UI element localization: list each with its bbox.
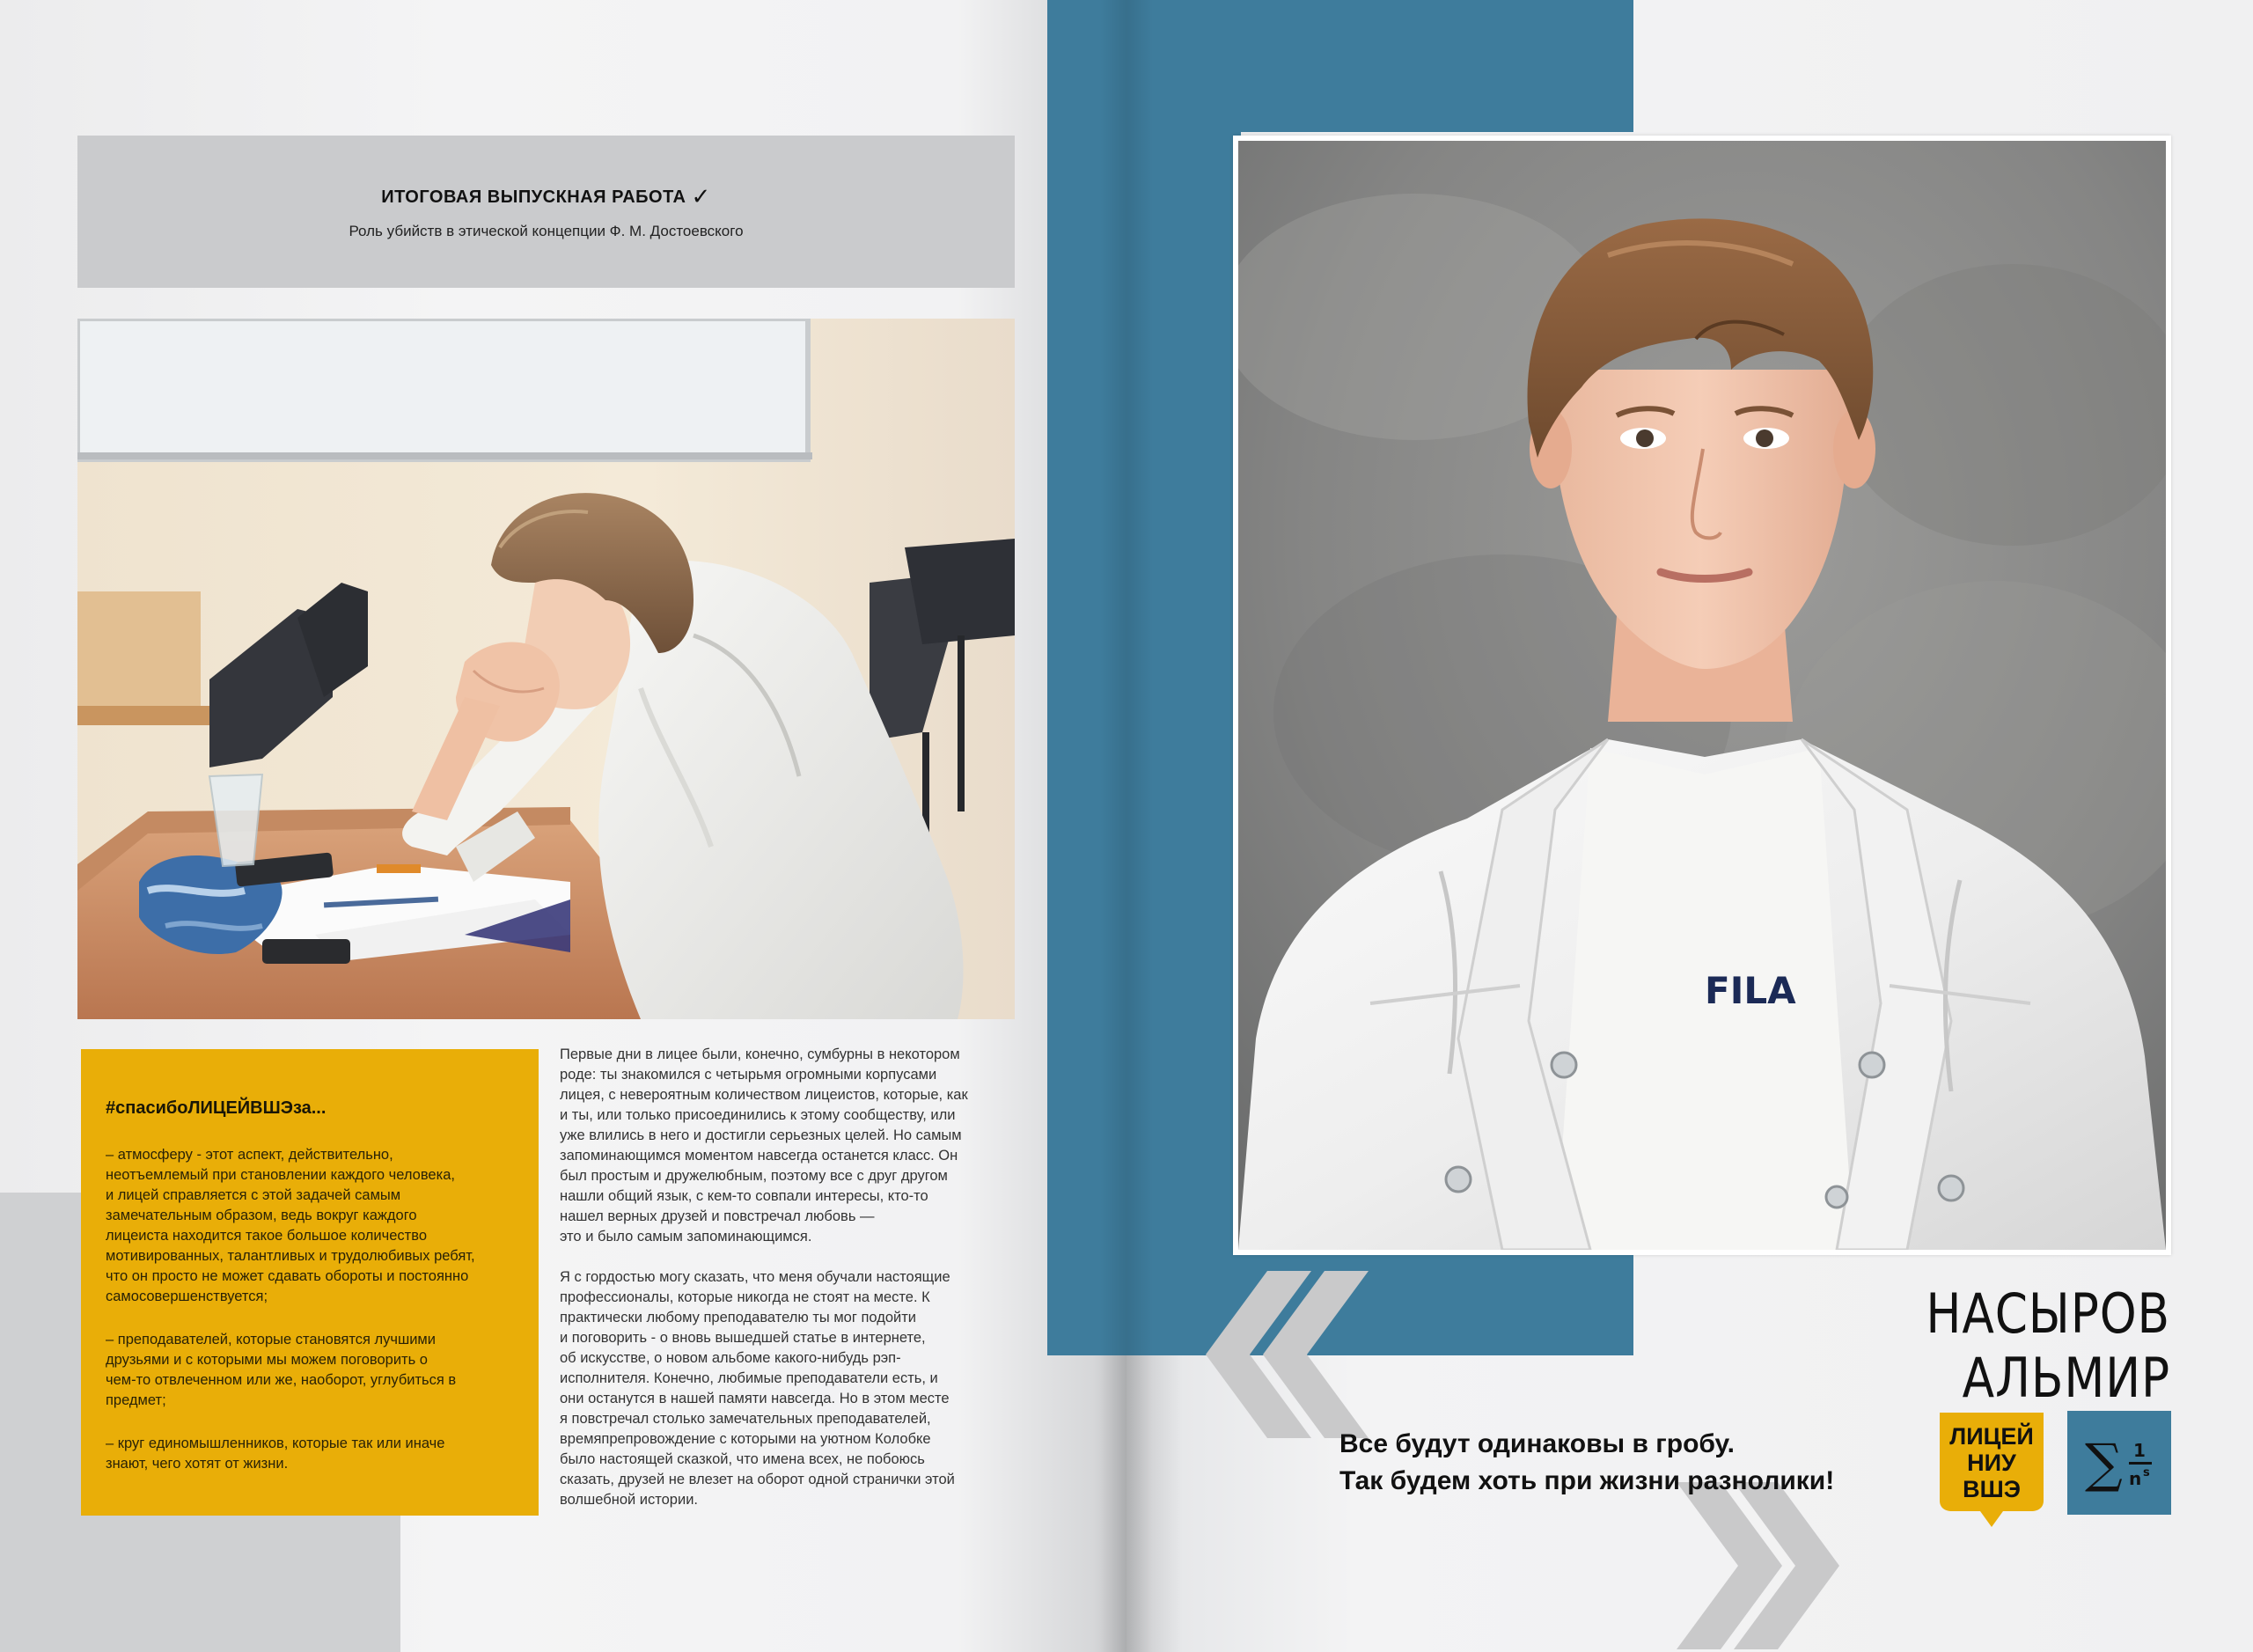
sum-formula-icon (2067, 1411, 2171, 1515)
story-text (560, 1045, 1026, 1531)
chevron-left-decor-icon (1206, 1271, 1369, 1438)
lyceum-logo-text (1940, 1423, 2044, 1502)
gratitude-box (81, 1049, 539, 1516)
classroom-photo (77, 319, 1015, 1019)
gratitude-item: – круг единомышленников, которые так или иначе знают, чего хотят от жизни. (106, 1435, 445, 1472)
chevron-right-decor-icon (1677, 1482, 1839, 1649)
fila-logo (1705, 969, 1796, 1012)
blue-accent-band (1047, 0, 1241, 1355)
logo-line: ВШЭ (1963, 1476, 2021, 1502)
final-project-box (77, 136, 1015, 288)
student-portrait (1238, 141, 2166, 1250)
logo-line: НИУ (1967, 1450, 2016, 1476)
svg-text:s: s (2143, 1466, 2150, 1479)
final-project-title-text: ИТОГОВАЯ ВЫПУСКНАЯ РАБОТА (381, 187, 686, 207)
gratitude-hashtag: #спасибоЛИЦЕЙВШЭза... (106, 1098, 327, 1118)
story-paragraph: Я с гордостью могу сказать, что меня обучали настоящие профессионалы, которые никогда не стоят на месте. К практически любому преподавателю ты мог подойти и поговорить - о вновь вышедшей статье в интернете, об искусстве, о новом альбоме какого-нибудь рэп- исполнителя. Конечно, любимые преподаватели есть, и они останутся в нашей памяти навсегда. Но в этом месте я повстречал столько замечательных преподавателей, времяпрепровождение с которыми на уютном Колобке было настоящей сказкой, что имена всех, не побоюсь сказать, друзей не влезет на оборот одной странички этой волшебной истории. (560, 1269, 955, 1508)
student-name: НАСЫРОВ АЛЬМИР (1926, 1281, 2170, 1410)
svg-text:n: n (2129, 1468, 2142, 1489)
classroom-photo-image (77, 319, 1015, 1019)
checkmark-icon: ✓ (691, 183, 711, 209)
shirt-brand-text: FILA (1705, 969, 1796, 1012)
student-portrait-image (1238, 141, 2166, 1250)
logo-line: ЛИЦЕЙ (1949, 1423, 2034, 1450)
gratitude-item: – атмосферу - этот аспект, действительно, неотъемлемый при становлении каждого человека, и лицей справляется с этой задачей самым замечательным образом, ведь вокруг каждого лицеиста находится такое большое количество мотивированных, талантливых и трудолюбивых ребят, что он просто не может сдавать обороты и постоянно самосовершенствуется; (106, 1147, 475, 1304)
story-paragraph: Первые дни в лицее были, конечно, сумбурны в некотором роде: ты знакомился с четырьмя огромными корпусами лицея, с невероятным количеством лицеистов, которые, как и ты, или только присоединились к этому сообществу, или уже влились в него и достигли серьезных целей. Но самым запоминающимся моментом навсегда останется класс. Он был простым и дружелюбным, поэтому все с друг другом нашли общий язык, с кем-то совпали интересы, кто-то нашел верных друзей и повстречал любовь — это и было самым запоминающимся. (560, 1046, 968, 1245)
final-project-title (77, 183, 1015, 210)
gratitude-item: – преподавателей, которые становятся лучшими друзьями и с которыми мы можем поговорить о чем-то отвлеченном или же, наоборот, углубиться в предмет; (106, 1332, 457, 1408)
sum-formula-logo (2067, 1411, 2171, 1515)
student-quote: Все будут одинаковы в гробу. Так будем хоть при жизни разнолики! (1339, 1429, 1835, 1495)
final-project-topic: Роль убийств в этической концепции Ф. М. Достоевского (349, 223, 744, 239)
blue-accent-top (1047, 0, 1633, 132)
lyceum-hse-logo (1940, 1413, 2044, 1527)
svg-text:∑: ∑ (2085, 1433, 2123, 1494)
svg-text:1: 1 (2133, 1440, 2146, 1461)
